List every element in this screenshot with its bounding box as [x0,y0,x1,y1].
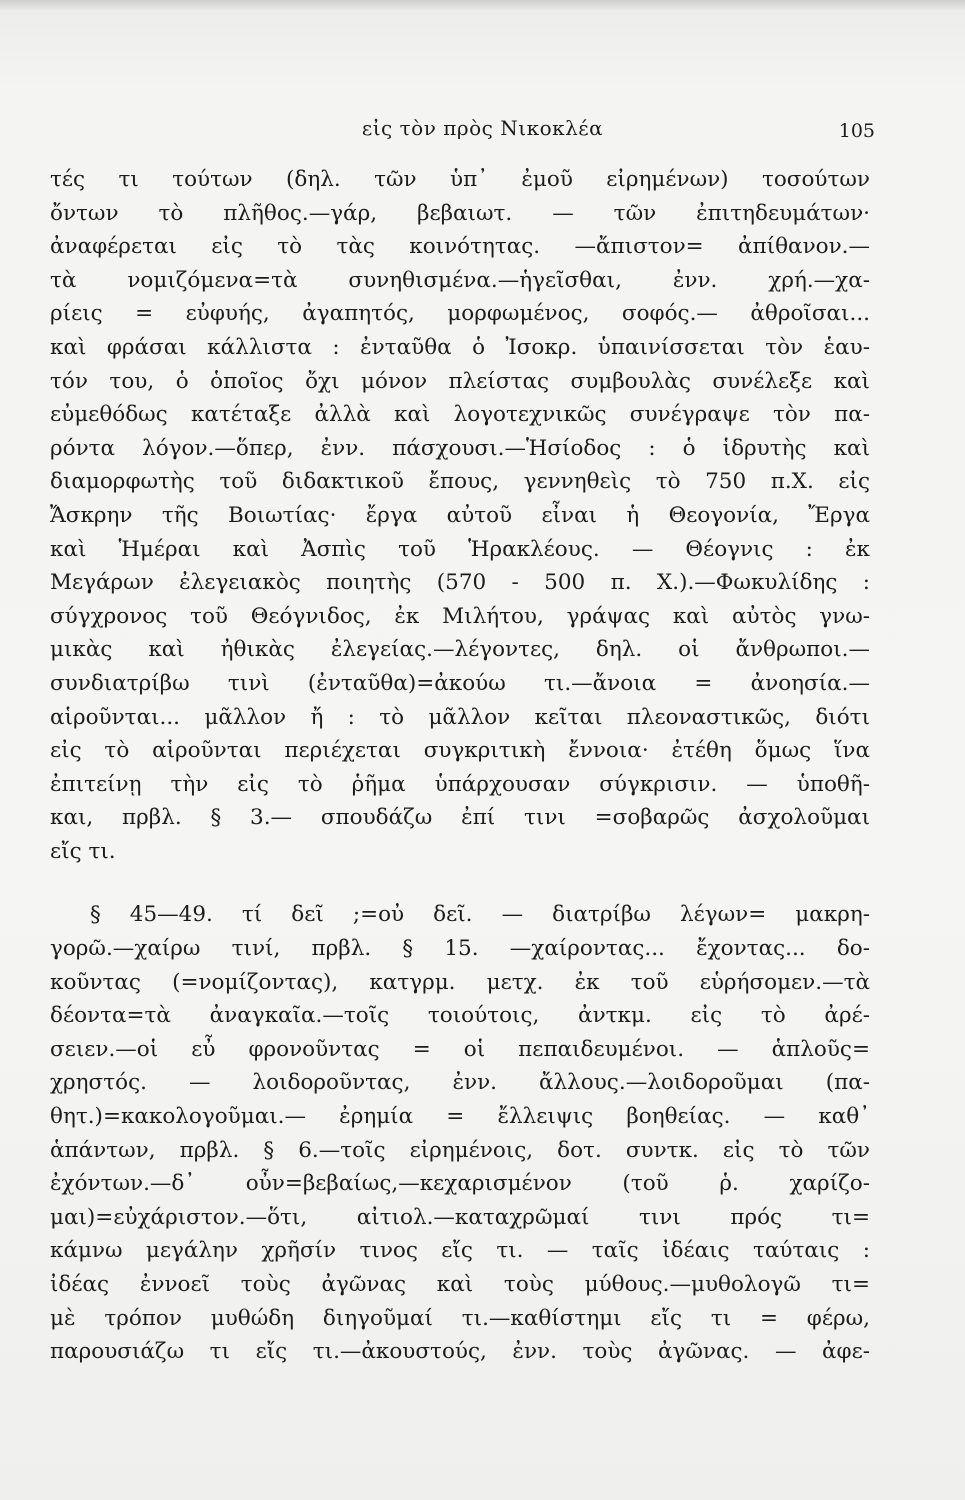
text-line: ἐχόντων.—δ᾽ οὖν=βεβαίως,—κεχαρισμένον (τοῦ ῥ. χαρίζο- [50,1171,870,1197]
text-line: τόν του, ὁ ὁποῖος ὄχι μόνον πλείστας συμβουλὰς συνέλεξε καὶ [50,368,870,394]
text-line: Μεγάρων ἐλεγειακὸς ποιητὴς (570 - 500 π. Χ.).—Φωκυλίδης : [50,570,870,596]
text-line: εὐμεθόδως κατέταξε ἀλλὰ καὶ λογοτεχνικῶς συνέγραψε τὸν πα- [50,402,870,428]
text-line: ἐπιτείνῃ τὴν εἰς τὸ ῥῆμα ὑπάρχουσαν σύγκρισιν. — ὑποθῆ- [50,771,870,797]
page-header [0,110,965,150]
text-line: μὲ τρόπον μυθώδη διηγοῦμαί τι.—καθίστημι εἴς τι = φέρω, [50,1305,870,1331]
text-line: και, πρβλ. § 3.— σπουδάζω ἐπί τινι =σοβαρῶς ἀσχολοῦμαι [50,805,870,831]
text-line: καὶ φράσαι κάλλιστα : ἐνταῦθα ὁ Ἰσοκρ. ὑπαινίσσεται τὸν ἑαυ- [50,334,870,360]
text-line: διαμορφωτὴς τοῦ διδακτικοῦ ἔπους, γεννηθεὶς τὸ 750 π.Χ. εἰς [50,469,870,495]
text-line: κάμνω μεγάλην χρῆσίν τινος εἴς τι. — ταῖς ἰδέαις ταύταις : [50,1238,870,1264]
text-line: § 45—49. τί δεῖ ;=οὐ δεῖ. — διατρίβω λέγων= μακρη- [90,902,870,928]
body-text [50,163,870,1369]
text-line: θητ.)=κακολογοῦμαι.— ἐρημία = ἔλλειψις βοηθείας. — καθ᾽ [50,1104,870,1130]
text-line: εἰς τὸ αἱροῦνται περιέχεται συγκριτικὴ ἔννοια· ἐτέθη ὅμως ἵνα [50,738,870,764]
text-line: ὄντων τὸ πλῆθος.—γάρ, βεβαιωτ. — τῶν ἐπιτηδευμάτων· [50,200,870,226]
text-line: δέοντα=τὰ ἀναγκαῖα.—τοῖς τοιούτοις, ἀντκμ. εἰς τὸ ἀρέ- [50,1003,870,1029]
text-line: χρηστός. — λοιδοροῦντας, ἐνν. ἄλλους.—λοιδοροῦμαι (πα- [50,1070,870,1096]
page-number: 105 [838,120,875,142]
paragraph [50,163,870,868]
running-head: εἰς τὸν πρὸς Νικοκλέα [361,116,604,140]
text-line: ἁπάντων, πρβλ. § 6.—τοῖς εἰρημένοις, δοτ. συντκ. εἰς τὸ τῶν [50,1137,870,1163]
text-line: παρουσιάζω τι εἴς τι.—ἀκουστούς, ἐνν. τοὺς ἀγῶνας. — ἀφε- [50,1339,870,1365]
text-line: σύγχρονος τοῦ Θεόγνιδος, ἐκ Μιλήτου, γράψας καὶ αὐτὸς γνω- [50,603,870,629]
text-line: ἀναφέρεται εἰς τὸ τὰς κοινότητας. —ἄπιστον= ἀπίθανον.— [50,234,870,260]
text-line: τές τι τούτων (δηλ. τῶν ὑπ᾽ ἐμοῦ εἰρημένων) τοσούτων [50,167,870,192]
text-line: ρίεις = εὐφυής, ἀγαπητός, μορφωμένος, σοφός.— ἀθροῖσαι... [50,301,870,327]
paragraph-gap [50,868,870,898]
text-line: ἰδέας ἐννοεῖ τοὺς ἀγῶνας καὶ τοὺς μύθους.—μυθολογῶ τι= [50,1272,870,1297]
page-top-edge [0,0,965,10]
paragraph [50,898,870,1368]
text-line: Ἄσκρην τῆς Βοιωτίας· ἔργα αὐτοῦ εἶναι ἡ Θεογονία, Ἔργα [50,502,870,528]
text-line: σειεν.—οἱ εὖ φρονοῦντας = οἱ πεπαιδευμένοι. — ἁπλοῦς= [50,1036,870,1062]
text-line: αἱροῦνται... μᾶλλον ἤ : τὸ μᾶλλον κεῖται πλεοναστικῶς, διότι [50,704,870,730]
text-line: μικὰς καὶ ἠθικὰς ἐλεγείας.—λέγοντες, δηλ. οἱ ἄνθρωποι.— [50,637,870,663]
text-line: μαι)=εὐχάριστον.—ὅτι, αἰτιολ.—καταχρῶμαί τινι πρός τι= [50,1204,870,1230]
text-line: συνδιατρίβω τινὶ (ἐνταῦθα)=ἀκούω τι.—ἄνοια = ἀνοησία.— [50,670,870,696]
text-line: ρόντα λόγον.—ὅπερ, ἐνν. πάσχουσι.—Ἡσίοδος : ὁ ἱδρυτὴς καὶ [50,435,870,461]
text-line: γορῶ.—χαίρω τινί, πρβλ. § 15. —χαίροντας... ἔχοντας... δο- [50,936,870,962]
text-line: εἴς τι. [50,838,116,864]
text-line: καὶ Ἡμέραι καὶ Ἀσπὶς τοῦ Ἡρακλέους. — Θέογνις : ἐκ [50,536,870,562]
text-line: τὰ νομιζόμενα=τὰ συνηθισμένα.—ἡγεῖσθαι, ἐνν. χρή.—χα- [50,267,870,293]
text-line: κοῦντας (=νομίζοντας), κατγρμ. μετχ. ἐκ τοῦ εὑρήσομεν.—τὰ [50,969,870,995]
